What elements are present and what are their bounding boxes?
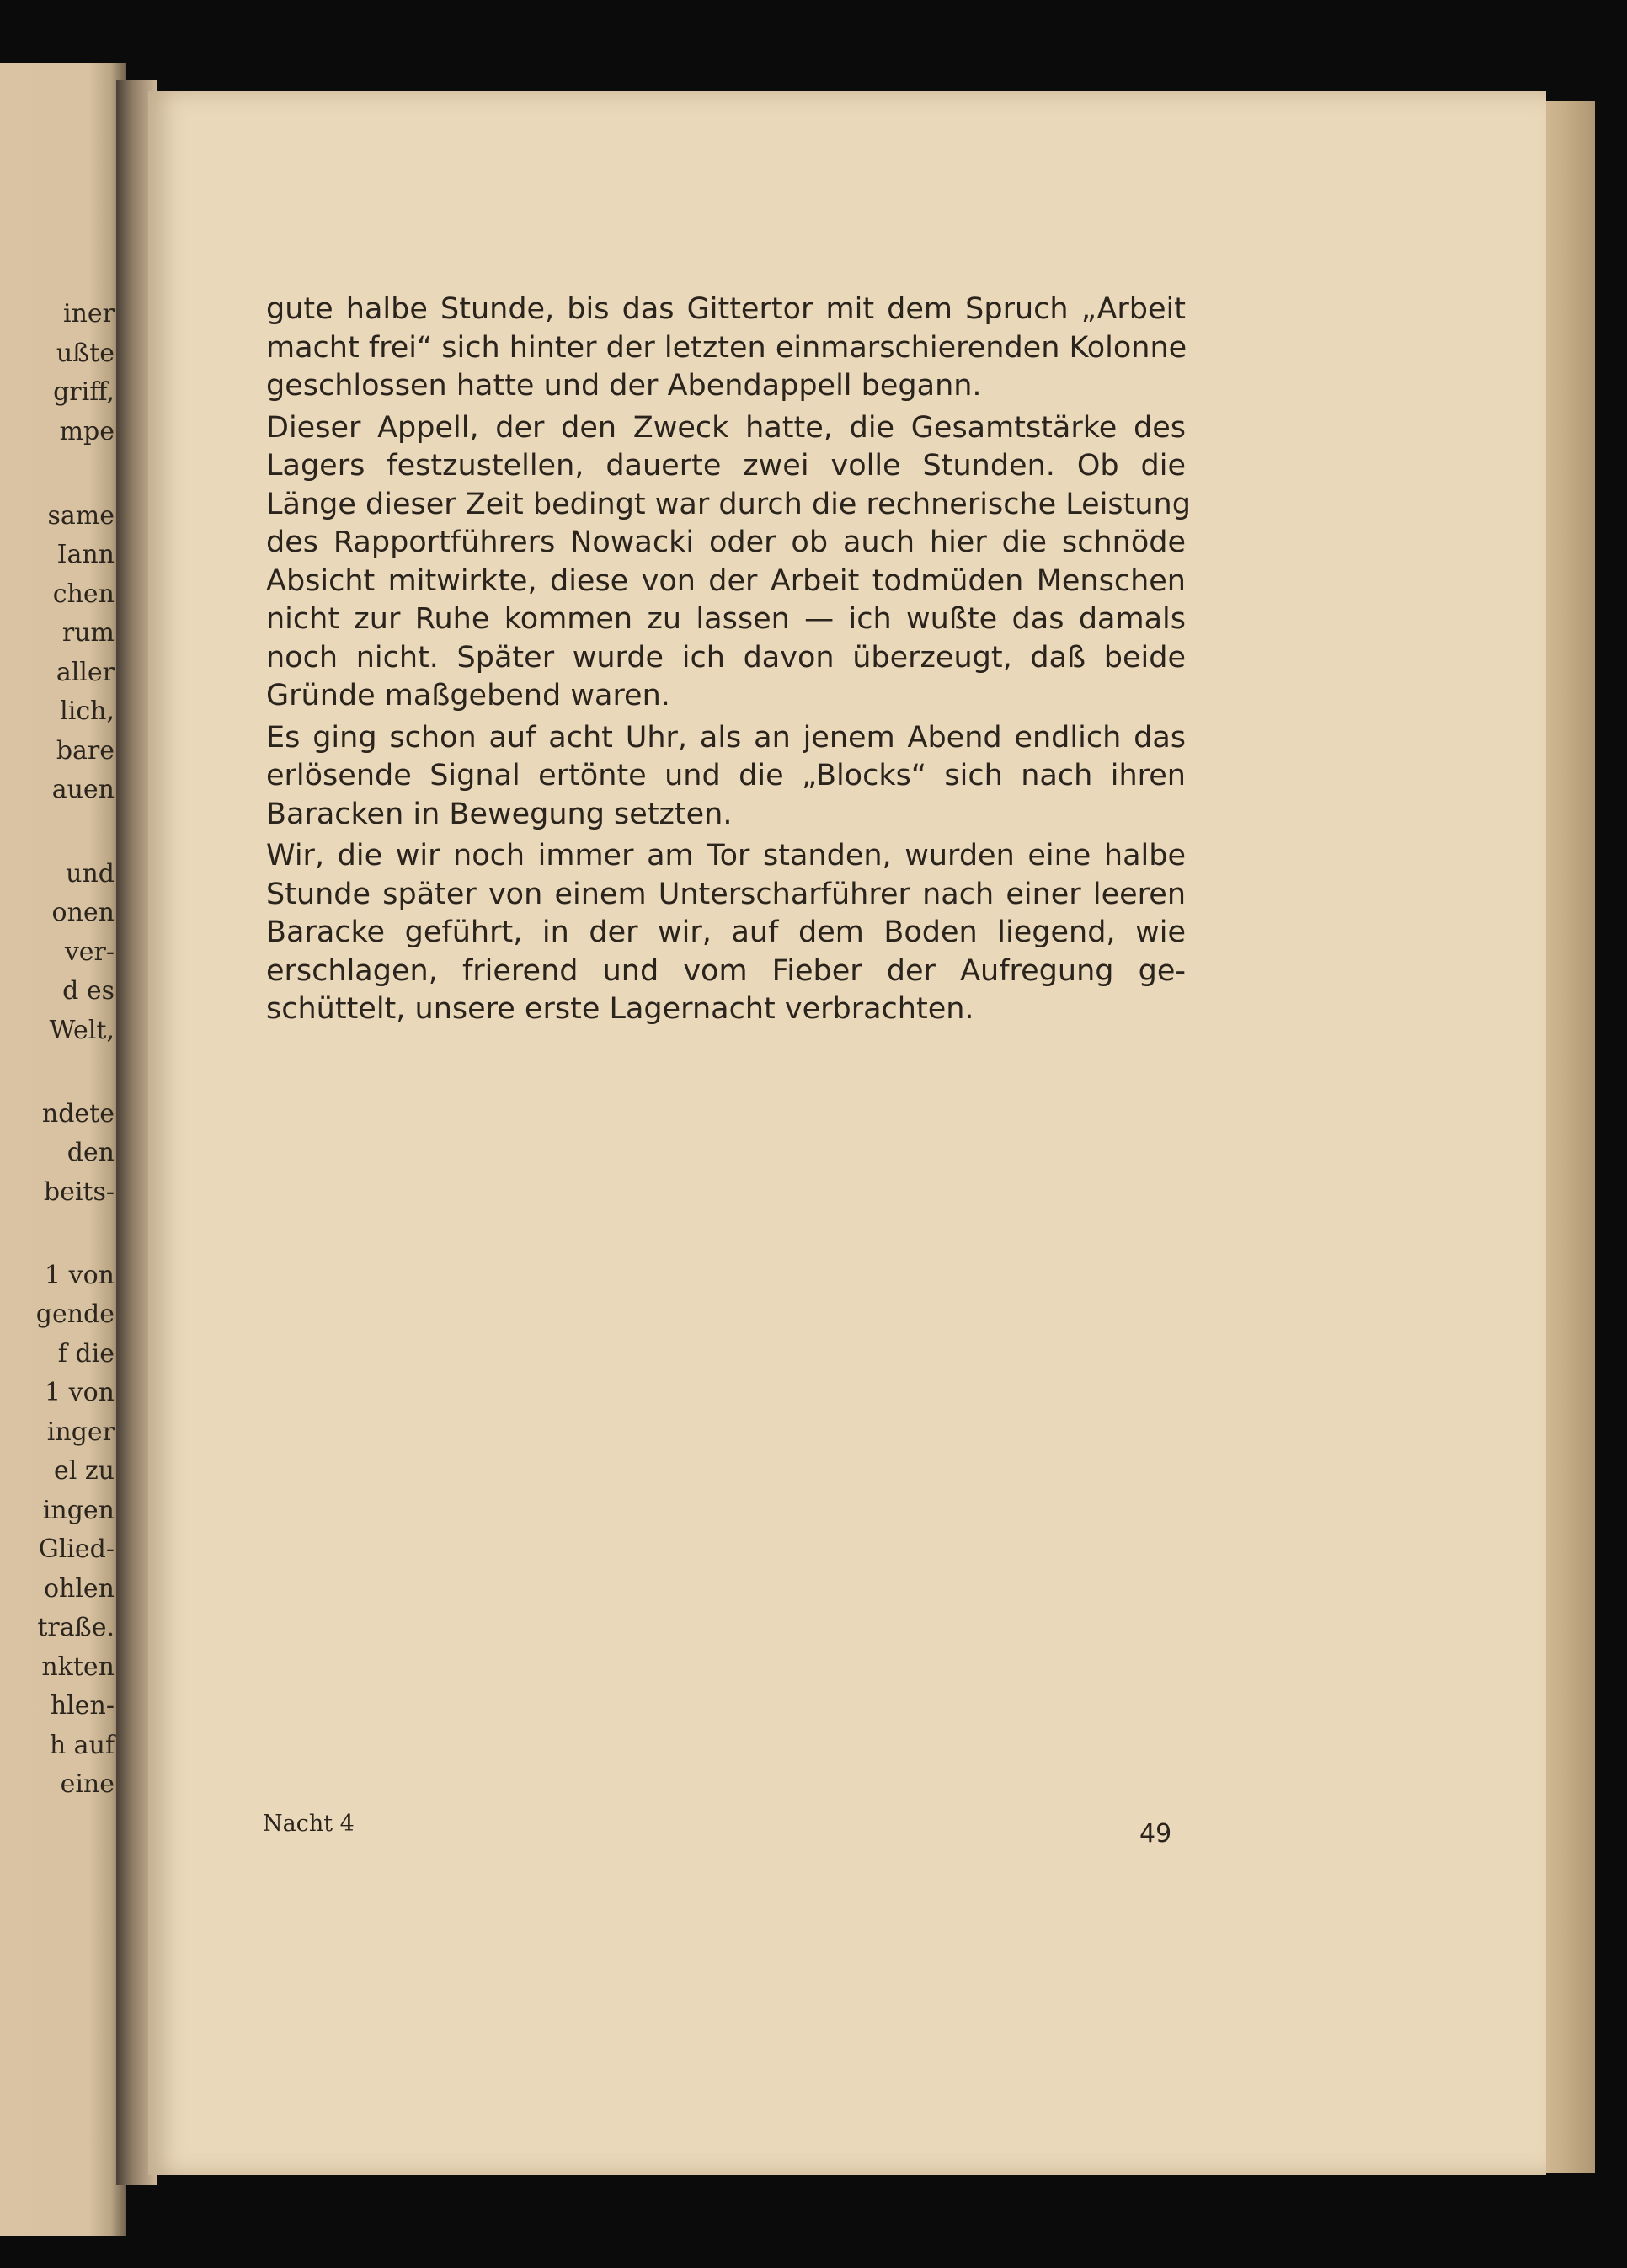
text-line: schüttelt, unsere erste Lagernacht verbrachten. <box>266 992 974 1026</box>
text-line: Gründe maßgebend waren. <box>266 679 670 712</box>
left-page-fragment: Welt, <box>49 1016 115 1045</box>
left-page-fragment: hlen- <box>50 1691 115 1721</box>
left-page-fragment: same <box>47 501 115 531</box>
left-page-fragment: nkten <box>41 1652 115 1682</box>
text-line: Lagers festzustellen, dauerte zwei volle Stunden. Ob die <box>266 449 1186 483</box>
text-line: Absicht mitwirkte, diese von der Arbeit todmüden Menschen <box>266 563 1186 598</box>
left-page-fragment: f die <box>57 1339 115 1369</box>
left-page-fragment: griff, <box>53 377 115 407</box>
text-line: noch nicht. Später wurde ich davon überzeugt, daß beide <box>266 640 1186 675</box>
paragraph-1 <box>266 291 1186 406</box>
text-line: Länge dieser Zeit bedingt war durch die rechnerische Leistung <box>266 487 1191 521</box>
text-line: des Rapportführers Nowacki oder ob auch hier die schnöde <box>266 526 1186 559</box>
left-page-fragment: ingen <box>42 1496 115 1525</box>
signature-mark: Nacht 4 <box>263 1811 355 1837</box>
left-page-fragment: Glied- <box>38 1534 115 1564</box>
left-page-fragment: lich, <box>60 696 115 726</box>
left-page-fragment: auen <box>51 775 115 804</box>
left-page-fragment: ußte <box>56 339 115 368</box>
text-line: Baracke geführt, in der wir, auf dem Boden liegend, wie <box>266 915 1186 949</box>
left-page-fragment: gende <box>35 1299 115 1329</box>
paragraph-3 <box>266 719 1186 835</box>
paragraph-2 <box>266 409 1191 716</box>
text-line: Wir, die wir noch immer am Tor standen, wurden eine halbe <box>266 839 1186 873</box>
text-line: gute halbe Stunde, bis das Gittertor mit dem Spruch „Arbeit <box>266 292 1186 326</box>
text-line: nicht zur Ruhe kommen zu lassen — ich wußte das damals <box>266 602 1186 636</box>
left-page-fragment: inger <box>46 1417 115 1447</box>
left-page-fragment: aller <box>56 658 115 687</box>
paragraph-4 <box>266 837 1186 1029</box>
left-page-fragment: bare <box>56 736 115 766</box>
text-line: geschlossen hatte und der Abendappell begann. <box>266 369 982 403</box>
body-text <box>266 291 1191 1033</box>
left-page-fragment: den <box>67 1138 115 1167</box>
left-page-fragment: 1 von <box>45 1261 115 1290</box>
left-page-fragment: iner <box>62 299 115 328</box>
left-page-fragment: h auf <box>49 1731 115 1760</box>
left-page-fragment: chen <box>52 579 115 609</box>
text-line: macht frei“ sich hinter der letzten einmarschierenden Kolonne <box>266 330 1187 365</box>
text-line: Es ging schon auf acht Uhr, als an jenem Abend endlich das <box>266 720 1186 755</box>
page-number: 49 <box>1139 1819 1172 1849</box>
left-page-fragment: ver- <box>64 937 115 967</box>
left-page-fragment: Iann <box>56 540 115 569</box>
left-page-fragment: eine <box>60 1769 115 1799</box>
left-page-fragment: rum <box>61 618 115 648</box>
left-page-fragment: mpe <box>59 417 115 446</box>
text-line: erlösende Signal ertönte und die „Blocks“ sich nach ihren <box>266 759 1186 792</box>
left-page-fragment: d es <box>62 976 115 1006</box>
text-line: Baracken in Bewegung setzten. <box>266 797 733 831</box>
left-page-fragment: ndete <box>41 1099 115 1129</box>
left-page-fragment: traße. <box>37 1613 115 1642</box>
left-page-fragment: ohlen <box>43 1574 115 1604</box>
left-page-fragment: el zu <box>53 1456 115 1486</box>
left-page-fragment: onen <box>51 898 115 927</box>
left-facing-page <box>0 63 126 2236</box>
left-page-fragment: 1 von <box>45 1378 115 1407</box>
left-page-fragment: und <box>66 859 115 889</box>
left-page-fragment: beits- <box>43 1177 115 1207</box>
text-line: Dieser Appell, der den Zweck hatte, die Gesamtstärke des <box>266 410 1186 445</box>
text-line: erschlagen, frierend und vom Fieber der Aufregung ge- <box>266 953 1186 988</box>
text-line: Stunde später von einem Unterscharführer nach einer leeren <box>266 877 1186 911</box>
